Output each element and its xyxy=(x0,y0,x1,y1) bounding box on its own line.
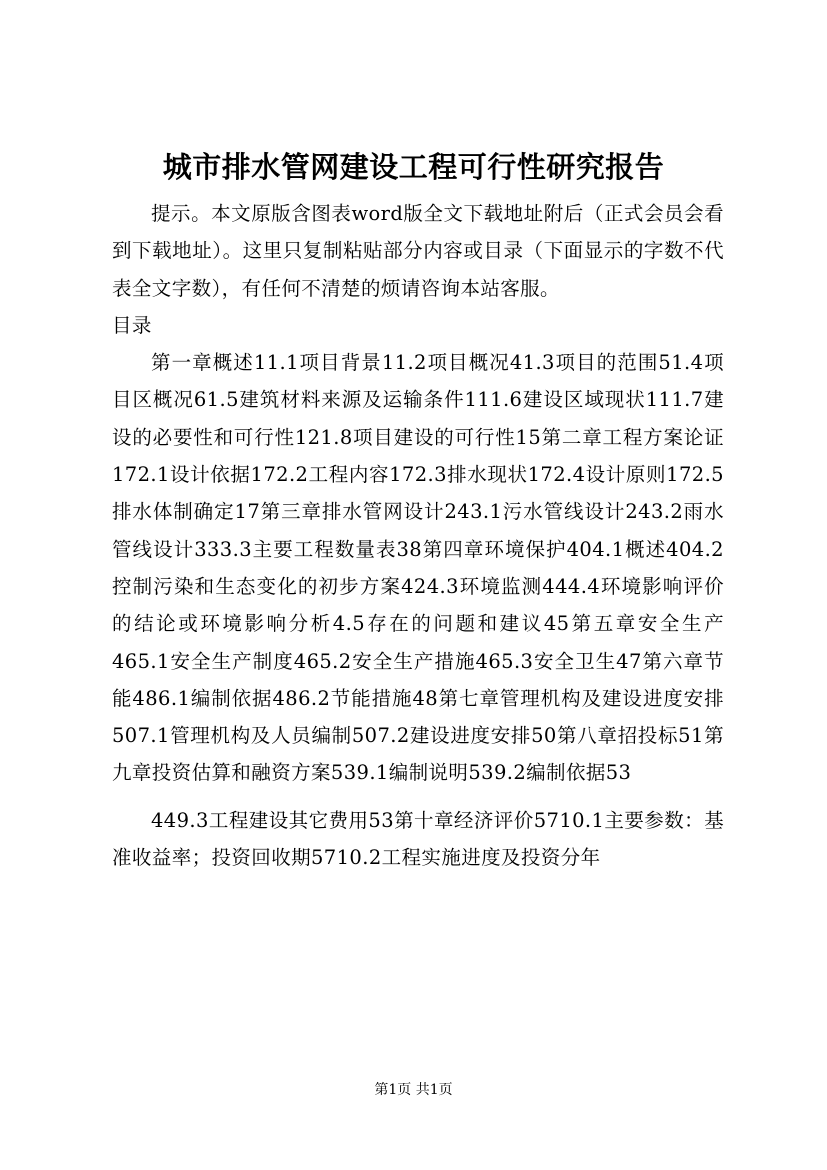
toc-continuation-paragraph: 449.3工程建设其它费用53第十章经济评价5710.1主要参数：基准收益率；投资回收期5710.2工程实施进度及投资分年 xyxy=(112,808,724,870)
document-title: 城市排水管网建设工程可行性研究报告 xyxy=(162,150,665,184)
toc-heading: 目录 xyxy=(112,313,152,337)
page-footer: 第1页 共1页 xyxy=(374,1082,453,1098)
document-body xyxy=(112,195,724,876)
toc-paragraph: 第一章概述11.1项目背景11.2项目概况41.3项目的范围51.4项目区概况61.5建筑材料来源及运输条件111.6建设区域现状111.7建设的必要性和可行性121.8项目建设的可行性15第二章工程方案论证172.1设计依据172.2工程内容172.3排水现状172.4设计原则172.5排水体制确定17第三章排水管网设计243.1污水管线设计243.2雨水管线设计333.3主要工程数量表38第四章环境保护404.1概述404.2控制污染和生态变化的初步方案424.3环境监测444.4环境影响评价的结论或环境影响分析4.5存在的问题和建议45第五章安全生产465.1安全生产制度465.2安全生产措施465.3安全卫生47第六章节能486.1编制依据486.2节能措施48第七章管理机构及建设进度安排507.1管理机构及人员编制507.2建设进度安排50第八章招投标51第九章投资估算和融资方案539.1编制说明539.2编制依据53 xyxy=(112,351,724,785)
notice-paragraph: 提示。本文原版含图表word版全文下载地址附后（正式会员会看到下载地址）。这里只复制粘贴部分内容或目录（下面显示的字数不代表全文字数），有任何不清楚的烦请咨询本站客服。 xyxy=(112,202,724,300)
